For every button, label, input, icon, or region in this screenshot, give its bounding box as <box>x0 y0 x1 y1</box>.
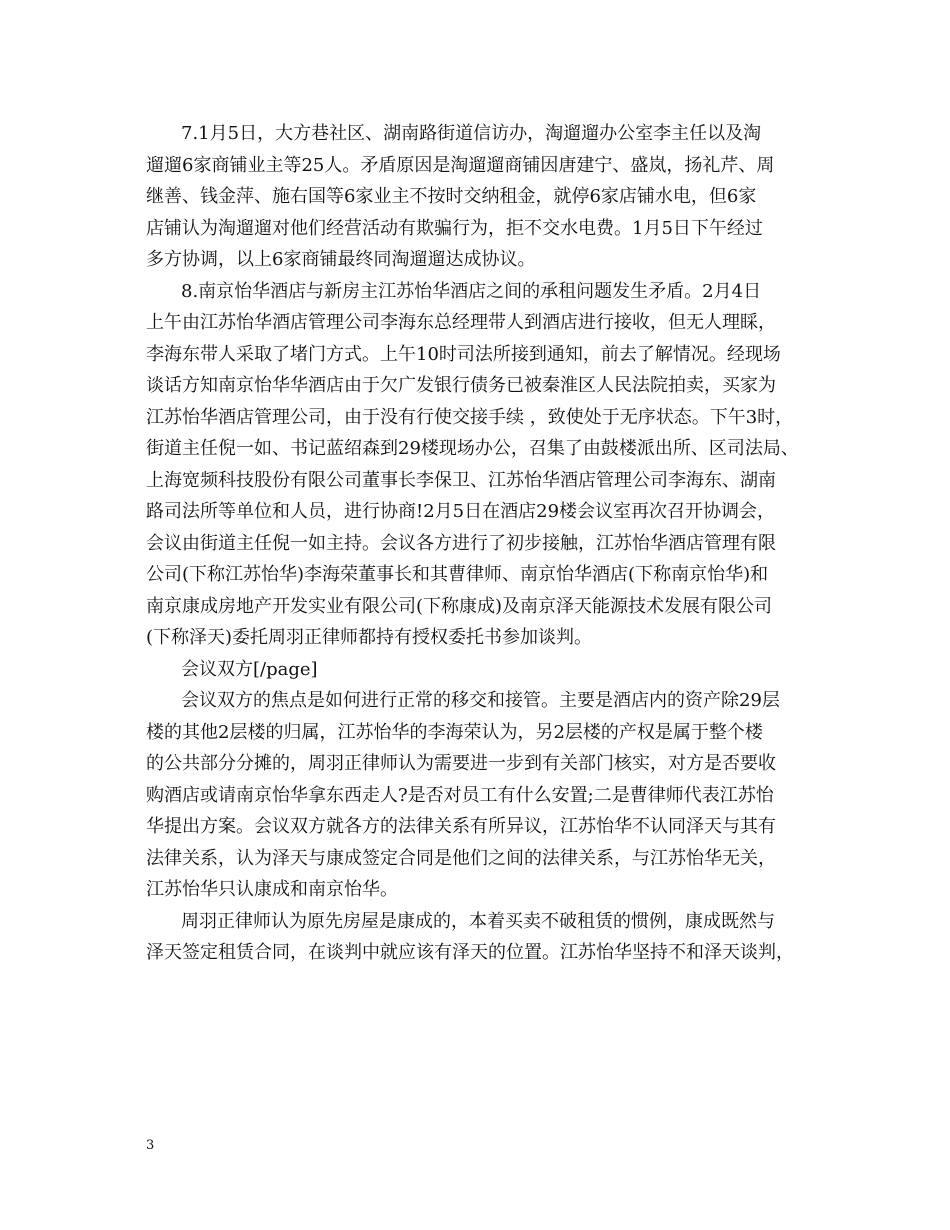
text-line: 街道主任倪一如、书记蓝绍森到29楼现场办公，召集了由鼓楼派出所、区司法局、 <box>146 438 799 459</box>
text-line: 江苏怡华只认康成和南京怡华。 <box>146 879 398 900</box>
text-line: 8.南京怡华酒店与新房主江苏怡华酒店之间的承租问题发生矛盾。2月4日 <box>181 280 762 302</box>
text-line: 周羽正律师认为原先房屋是康成的，本着买卖不破租赁的惯例，康成既然与 <box>181 910 775 932</box>
text-line: (下称泽天)委托周羽正律师都持有授权委托书参加谈判。 <box>146 627 593 648</box>
text-line: 法律关系，认为泽天与康成签定合同是他们之间的法律关系，与江苏怡华无关， <box>146 847 776 869</box>
text-line: 遛遛6家商铺业主等25人。矛盾原因是淘遛遛商铺因唐建宁、盛岚，扬礼芹、周 <box>146 154 775 176</box>
text-line: 购酒店或请南京怡华拿东西走人?是否对员工有什么安置;二是曹律师代表江苏怡 <box>146 784 774 806</box>
text-line: 会议双方[/page] <box>181 658 318 680</box>
text-line: 南京康成房地产开发实业有限公司(下称康成)及南京泽天能源技术发展有限公司 <box>146 595 773 617</box>
page-number: 3 <box>146 1138 155 1153</box>
text-line: 7.1月5日，大方巷社区、湖南路街道信访办，淘遛遛办公室李主任以及淘 <box>181 123 762 144</box>
text-line: 公司(下称江苏怡华)李海荣董事长和其曹律师、南京怡华酒店(下称南京怡华)和 <box>146 564 769 585</box>
text-line: 继善、钱金萍、施右国等6家业主不按时交纳租金，就停6家店铺水电，但6家 <box>146 186 757 207</box>
text-line: 多方协调，以上6家商铺最终同淘遛遛达成协议。 <box>146 249 536 270</box>
text-line: 江苏怡华酒店管理公司，由于没有行使交接手续 ，致使处于无序状态。下午3时， <box>146 406 794 428</box>
text-line: 会议由街道主任倪一如主持。会议各方进行了初步接触，江苏怡华酒店管理有限 <box>146 532 776 554</box>
text-line: 上午由江苏怡华酒店管理公司李海东总经理带人到酒店进行接收，但无人理睬， <box>146 312 776 333</box>
text-line: 泽天签定租赁合同，在谈判中就应该有泽天的位置。江苏怡华坚持不和泽天谈判， <box>146 942 794 963</box>
text-line: 会议双方的焦点是如何进行正常的移交和接管。主要是酒店内的资产除29层 <box>181 690 780 711</box>
document-body <box>146 118 806 969</box>
text-line: 的公共部分分摊的，周羽正律师认为需要进一步到有关部门核实，对方是否要收 <box>146 753 776 774</box>
text-line: 店铺认为淘遛遛对他们经营活动有欺骗行为，拒不交水电费。1月5日下午经过 <box>146 217 763 239</box>
text-line: 上海宽频科技股份有限公司董事长李保卫、江苏怡华酒店管理公司李海东、湖南 <box>146 469 776 491</box>
text-line: 华提出方案。会议双方就各方的法律关系有所异议，江苏怡华不认同泽天与其有 <box>146 816 776 837</box>
text-line: 谈话方知南京怡华华酒店由于欠广发银行债务已被秦淮区人民法院拍卖，买家为 <box>146 375 776 396</box>
text-line: 楼的其他2层楼的归属，江苏怡华的李海荣认为，另2层楼的产权是属于整个楼 <box>146 721 763 743</box>
text-line: 路司法所等单位和人员，进行协商!2月5日在酒店29楼会议室再次召开协调会， <box>146 501 776 522</box>
text-line: 李海东带人采取了堵门方式。上午10时司法所接到通知，前去了解情况。经现场 <box>146 343 781 365</box>
